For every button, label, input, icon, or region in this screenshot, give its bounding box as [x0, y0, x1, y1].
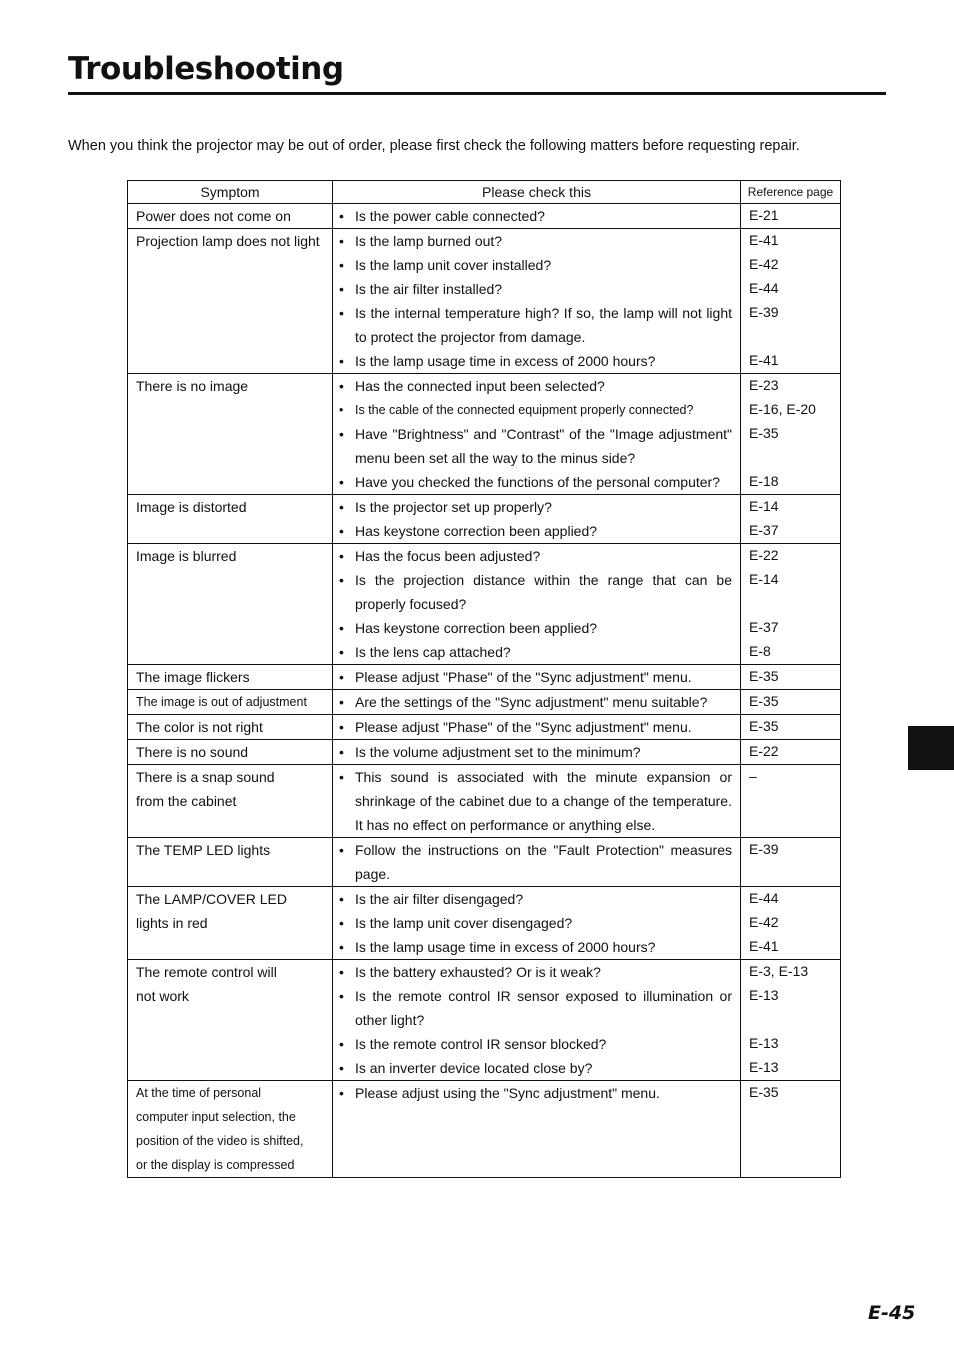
- reference-page: E-23: [749, 377, 779, 393]
- table-row: [128, 229, 841, 374]
- symptom-cell: [128, 204, 333, 229]
- check-cell: [333, 1081, 741, 1178]
- symptom-line: position of the video is shifted,: [136, 1134, 304, 1148]
- table-header-row: [128, 181, 841, 204]
- symptom-line: Power does not come on: [136, 208, 291, 224]
- symptom-cell: [128, 838, 333, 887]
- check-item: • Is the power cable connected?: [339, 204, 732, 228]
- check-item: • Have you checked the functions of the personal computer?: [339, 470, 732, 494]
- symptom-line: There is no sound: [136, 744, 249, 760]
- reference-page: E-41: [749, 938, 779, 954]
- reference-cell: [741, 740, 841, 765]
- symptom-line: or the display is compressed: [136, 1158, 295, 1172]
- check-cell: [333, 887, 741, 960]
- symptom-line: computer input selection, the: [136, 1110, 296, 1124]
- reference-cell: [741, 887, 841, 960]
- reference-page: E-13: [749, 1059, 779, 1075]
- table-row: [128, 765, 841, 838]
- table-row: [128, 887, 841, 960]
- reference-page: E-41: [749, 352, 779, 368]
- check-cell: [333, 495, 741, 544]
- reference-page: E-42: [749, 914, 779, 930]
- reference-page: E-35: [749, 1084, 779, 1100]
- check-item: • Are the settings of the "Sync adjustment" menu suitable?: [339, 690, 732, 714]
- check-cell: [333, 665, 741, 690]
- check-item: • Is the lamp unit cover installed?: [339, 253, 732, 277]
- header-symptom: Symptom: [128, 181, 333, 204]
- reference-page: E-37: [749, 619, 779, 635]
- check-item: • Is the lamp burned out?: [339, 229, 732, 253]
- reference-page: E-22: [749, 547, 779, 563]
- check-cell: [333, 374, 741, 495]
- symptom-line: Projection lamp does not light: [136, 233, 320, 249]
- check-cell: [333, 715, 741, 740]
- reference-page: E-13: [749, 1035, 779, 1051]
- symptom-line: lights in red: [136, 915, 208, 931]
- symptom-line: There is no image: [136, 378, 249, 394]
- reference-page: E-21: [749, 207, 779, 223]
- reference-page: E-42: [749, 256, 779, 272]
- reference-cell: [741, 495, 841, 544]
- reference-page: E-35: [749, 693, 779, 709]
- table-row: [128, 204, 841, 229]
- check-item: • Is the projector set up properly?: [339, 495, 732, 519]
- check-item: • Is the internal temperature high? If so, the lamp will not light to protect the projector from damage.: [339, 301, 732, 349]
- table-body: [128, 204, 841, 1178]
- check-item: • Is the remote control IR sensor exposed to illumination or other light?: [339, 984, 732, 1032]
- reference-page: E-3, E-13: [749, 963, 809, 979]
- title-underline: [68, 92, 886, 95]
- table-row: [128, 1081, 841, 1178]
- check-item: • Has keystone correction been applied?: [339, 519, 732, 543]
- reference-page: E-22: [749, 743, 779, 759]
- check-cell: [333, 740, 741, 765]
- check-cell: [333, 765, 741, 838]
- symptom-line: from the cabinet: [136, 793, 237, 809]
- symptom-cell: [128, 690, 333, 715]
- symptom-cell: [128, 229, 333, 374]
- table-row: [128, 374, 841, 495]
- check-item: • Is the lamp usage time in excess of 2000 hours?: [339, 349, 732, 373]
- symptom-line: The color is not right: [136, 719, 263, 735]
- check-item: • Please adjust "Phase" of the "Sync adjustment" menu.: [339, 715, 732, 739]
- symptom-line: Image is distorted: [136, 499, 247, 515]
- check-item: • Is the remote control IR sensor blocked?: [339, 1032, 732, 1056]
- check-cell: [333, 544, 741, 665]
- reference-cell: [741, 715, 841, 740]
- symptom-cell: [128, 740, 333, 765]
- reference-cell: [741, 765, 841, 838]
- check-item: • Is the lens cap attached?: [339, 640, 732, 664]
- check-cell: [333, 690, 741, 715]
- reference-page: E-44: [749, 890, 779, 906]
- page-title: Troubleshooting: [68, 51, 344, 87]
- troubleshooting-table: [127, 180, 841, 1178]
- symptom-cell: [128, 495, 333, 544]
- reference-cell: [741, 690, 841, 715]
- symptom-line: not work: [136, 988, 189, 1004]
- check-item: • Is the air filter disengaged?: [339, 887, 732, 911]
- table-row: [128, 838, 841, 887]
- reference-page: E-37: [749, 522, 779, 538]
- table-row: [128, 544, 841, 665]
- reference-cell: [741, 838, 841, 887]
- symptom-line: The remote control will: [136, 964, 277, 980]
- reference-page: E-14: [749, 498, 779, 514]
- header-check: Please check this: [333, 181, 741, 204]
- table-row: [128, 690, 841, 715]
- check-item: • Is the projection distance within the range that can be properly focused?: [339, 568, 732, 616]
- check-item: • Follow the instructions on the "Fault Protection" measures page.: [339, 838, 732, 886]
- reference-cell: [741, 229, 841, 374]
- reference-page: E-35: [749, 668, 779, 684]
- table-row: [128, 960, 841, 1081]
- check-item: • Is an inverter device located close by?: [339, 1056, 732, 1080]
- reference-page: E-8: [749, 643, 771, 659]
- check-item: • Is the battery exhausted? Or is it weak?: [339, 960, 732, 984]
- reference-cell: [741, 204, 841, 229]
- check-item: • Is the cable of the connected equipment properly connected?: [339, 398, 732, 422]
- check-item: • Is the lamp usage time in excess of 2000 hours?: [339, 935, 732, 959]
- symptom-cell: [128, 960, 333, 1081]
- symptom-line: Image is blurred: [136, 548, 237, 564]
- check-item: • Has the focus been adjusted?: [339, 544, 732, 568]
- check-cell: [333, 960, 741, 1081]
- reference-page: E-39: [749, 841, 779, 857]
- page-number: E-45: [868, 1302, 916, 1324]
- check-cell: [333, 838, 741, 887]
- header-reference-page: Reference page: [741, 181, 841, 204]
- check-item: • Is the air filter installed?: [339, 277, 732, 301]
- reference-page: E-14: [749, 571, 779, 587]
- check-item: • Has keystone correction been applied?: [339, 616, 732, 640]
- reference-page: E-16, E-20: [749, 401, 816, 417]
- table-row: [128, 495, 841, 544]
- symptom-line: The image flickers: [136, 669, 250, 685]
- reference-cell: [741, 665, 841, 690]
- check-item: • Is the lamp unit cover disengaged?: [339, 911, 732, 935]
- reference-cell: [741, 374, 841, 495]
- reference-cell: [741, 960, 841, 1081]
- reference-page: E-35: [749, 718, 779, 734]
- table-row: [128, 715, 841, 740]
- check-item: • Is the volume adjustment set to the minimum?: [339, 740, 732, 764]
- reference-page: E-44: [749, 280, 779, 296]
- reference-page: E-41: [749, 232, 779, 248]
- reference-cell: [741, 544, 841, 665]
- reference-page: E-39: [749, 304, 779, 320]
- symptom-cell: [128, 887, 333, 960]
- check-cell: [333, 229, 741, 374]
- symptom-line: At the time of personal: [136, 1086, 262, 1100]
- symptom-cell: [128, 715, 333, 740]
- symptom-cell: [128, 1081, 333, 1178]
- symptom-cell: [128, 544, 333, 665]
- symptom-line: The image is out of adjustment: [136, 695, 307, 709]
- reference-page: E-18: [749, 473, 779, 489]
- reference-page: E-35: [749, 425, 779, 441]
- symptom-cell: [128, 374, 333, 495]
- symptom-line: The LAMP/COVER LED: [136, 891, 287, 907]
- table-row: [128, 740, 841, 765]
- check-item: • Has the connected input been selected?: [339, 374, 732, 398]
- check-item: • Please adjust using the "Sync adjustment" menu.: [339, 1081, 732, 1105]
- symptom-line: There is a snap sound: [136, 769, 275, 785]
- intro-paragraph: When you think the projector may be out of order, please first check the following matters before requesting repair.: [68, 138, 800, 154]
- check-item: • Please adjust "Phase" of the "Sync adjustment" menu.: [339, 665, 732, 689]
- reference-cell: [741, 1081, 841, 1178]
- reference-page: –: [749, 768, 757, 784]
- check-item: • Have "Brightness" and "Contrast" of the "Image adjustment" menu been set all the way to the minus side?: [339, 422, 732, 470]
- symptom-cell: [128, 765, 333, 838]
- chapter-tab-marker: [908, 726, 954, 770]
- check-item: • This sound is associated with the minute expansion or shrinkage of the cabinet due to a change of the temperature. It has no effect on performance or anything else.: [339, 765, 732, 837]
- table-row: [128, 665, 841, 690]
- check-cell: [333, 204, 741, 229]
- symptom-cell: [128, 665, 333, 690]
- reference-page: E-13: [749, 987, 779, 1003]
- symptom-line: The TEMP LED lights: [136, 842, 271, 858]
